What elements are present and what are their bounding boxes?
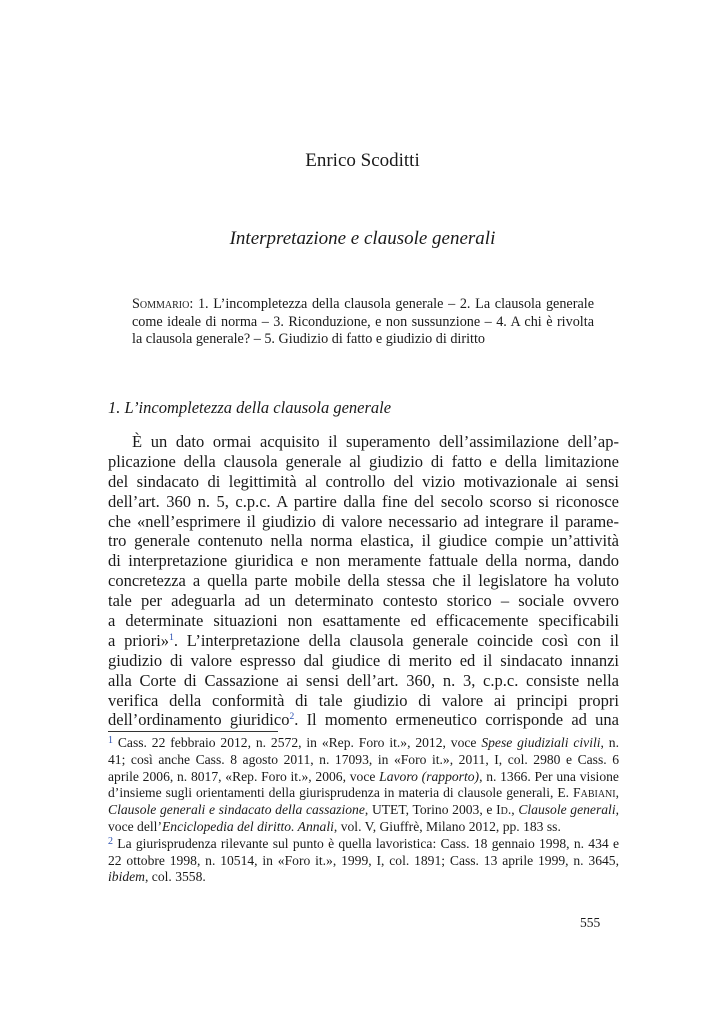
- footnote-line: [108, 819, 619, 836]
- footnote-line: [108, 869, 619, 886]
- body-line: dell’art. 360 n. 5, c.p.c. A partire dalla fine del secolo scorso si riconosce: [108, 491, 619, 511]
- body-text: . L’interpretazione della clausola generale coincide così con il: [173, 630, 619, 650]
- summary: [132, 296, 594, 349]
- footnote-text: Fabiani: [573, 785, 616, 801]
- body-line: tro generale contenuto nella norma elastica, il giudice compie un’attività: [108, 531, 619, 551]
- footnote-ref-2[interactable]: 2: [289, 712, 295, 723]
- footnotes: [108, 735, 619, 886]
- footnote-line: 22 ottobre 1998, n. 10514, in «Foro it.», 1999, I, col. 1891; Cass. 13 aprile 1999, n. 3645,: [108, 852, 619, 868]
- footnote-text: ,: [511, 802, 519, 818]
- footnote-line: [108, 785, 619, 802]
- footnote-line: [108, 735, 619, 752]
- body-line: tale per adeguarla ad un determinato contesto storico – sociale ovvero: [108, 591, 619, 611]
- footnote-text: Enciclopedia del diritto. Annali: [161, 818, 334, 834]
- footnote-text: , col. 3558.: [145, 869, 206, 885]
- footnote-text: La giurisprudenza rilevante sul punto è quella lavoristica: Cass. 18 gennaio 1998, n. 434 e: [113, 835, 619, 851]
- body-line: che «nell’esprimere il giudizio di valore necessario ad integrare il parame-: [108, 511, 619, 531]
- footnote-text: Clausole generali e sindacato della cassazione: [108, 802, 365, 818]
- footnote-text: d’insieme sugli orientamenti della giurisprudenza in materia di clausole generali, E.: [108, 785, 574, 801]
- footnote-text: Id.: [496, 802, 512, 818]
- footnote-text: aprile 2006, n. 8017, «Rep. Foro it.», 2006, voce: [108, 768, 380, 784]
- body-text: . Il momento ermeneutico corrisponde ad una: [294, 710, 619, 730]
- footnote-ref-1[interactable]: 1: [169, 632, 174, 643]
- footnote-text: , vol. V, Giuffrè, Milano 2012, pp. 183 ss.: [333, 818, 561, 834]
- footnote-text: voce dell’: [108, 818, 162, 834]
- body-text: dell’ordinamento giuridico: [108, 710, 290, 730]
- body-line: verifica della conformità di tale giudizio di valore ai principi propri: [108, 690, 619, 710]
- footnote-text: Clausole generali: [518, 802, 616, 818]
- footnote-divider: [108, 731, 278, 732]
- body-line: di interpretazione giuridica e non meramente fattuale della norma, dando: [108, 551, 619, 571]
- summary-line: come ideale di norma – 3. Riconduzione, e non sussunzione – 4. A chi è rivolta: [132, 313, 594, 330]
- body-line: giudizio di valore espresso dal giudice di merito ed il sindacato innanzi: [108, 650, 619, 670]
- footnote-text: , UTET, Torino 2003, e: [364, 802, 497, 818]
- footnote-line: [108, 802, 619, 819]
- footnote-text: Cass. 22 febbraio 2012, n. 2572, in «Rep. Foro it.», 2012, voce: [113, 735, 482, 750]
- body-line: [108, 631, 619, 651]
- footnote-line: 41; così anche Cass. 8 agosto 2011, n. 17093, in «Foro it.», 2011, I, col. 2980 e Cass. 6: [108, 751, 619, 767]
- summary-line: 1. L’incompletezza della clausola generale – 2. La clausola generale: [193, 296, 594, 312]
- article-title: Interpretazione e clausole generali: [229, 228, 496, 249]
- footnote-text: ibidem: [108, 869, 145, 885]
- body-paragraph: [108, 432, 619, 730]
- author-name: Enrico Scoditti: [305, 150, 420, 171]
- body-line: concretezza a quella parte mobile della stessa che il legislatore ha voluto: [108, 571, 619, 591]
- footnote-text: , n.: [600, 735, 619, 750]
- footnote-text: Lavoro (rapporto): [379, 768, 480, 784]
- body-line: a determinate situazioni non esattamente ed efficacemente specificabili: [108, 611, 619, 631]
- footnote-text: Spese giudiziali civili: [481, 735, 601, 750]
- page-number: 555: [580, 915, 601, 930]
- summary-line: la clausola generale? – 5. Giudizio di fatto e giudizio di diritto: [132, 331, 486, 347]
- body-line: [108, 710, 619, 730]
- body-line: del sindacato di legittimità al controllo del vizio motivazionale ai sensi: [108, 471, 619, 491]
- body-text: a priori»: [108, 630, 170, 650]
- footnote-text: , n. 1366. Per una visione: [479, 768, 619, 784]
- footnote-line: [108, 769, 619, 786]
- body-line: È un dato ormai acquisito il superamento dell’assimilazione dell’ap-: [132, 432, 619, 451]
- footnote-text: ,: [615, 802, 620, 818]
- section-heading: 1. L’incompletezza della clausola generale: [108, 398, 392, 417]
- footnote-line: [108, 836, 619, 853]
- footnote-text: ,: [615, 785, 619, 801]
- summary-label: Sommario:: [132, 296, 194, 312]
- body-line: alla Corte di Cassazione ai sensi dell’art. 360, n. 3, c.p.c. consiste nella: [108, 670, 619, 690]
- footnote-number-1[interactable]: 1: [108, 735, 113, 746]
- footnote-number-2[interactable]: 2: [108, 835, 113, 847]
- body-line: plicazione della clausola generale al giudizio di fatto e della limitazione: [108, 451, 619, 471]
